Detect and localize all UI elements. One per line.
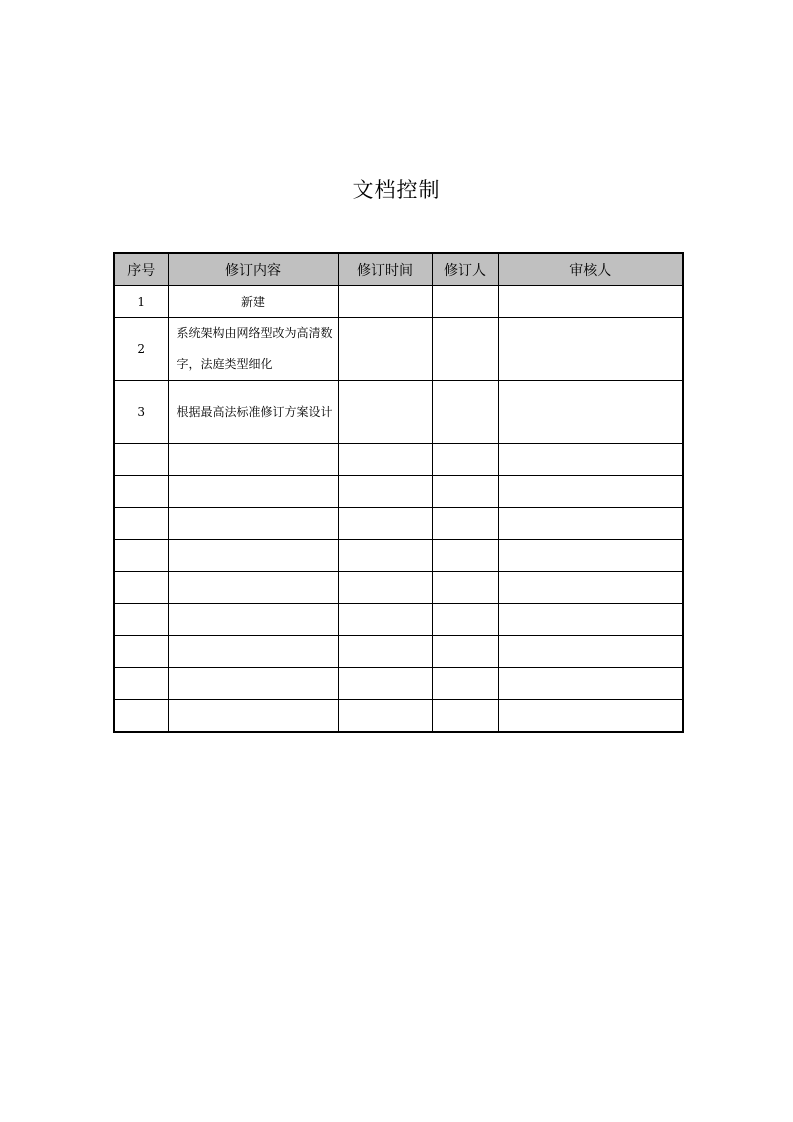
row-content: 根据最高法标准修订方案设计: [168, 381, 338, 444]
empty-cell: [432, 572, 498, 604]
table-row: [114, 318, 683, 381]
header-reviser: 修订人: [432, 253, 498, 286]
row-seq: 2: [114, 318, 168, 381]
empty-cell: [498, 540, 683, 572]
empty-cell: [338, 540, 432, 572]
empty-cell: [114, 668, 168, 700]
document-title: 文档控制: [352, 178, 441, 202]
empty-cell: [432, 700, 498, 733]
table-row-empty: [114, 668, 683, 700]
empty-cell: [168, 444, 338, 476]
empty-cell: [432, 444, 498, 476]
table-row-empty: [114, 572, 683, 604]
empty-cell: [498, 476, 683, 508]
empty-cell: [338, 636, 432, 668]
empty-cell: [498, 700, 683, 733]
empty-cell: [114, 444, 168, 476]
header-time: 修订时间: [338, 253, 432, 286]
empty-cell: [432, 604, 498, 636]
row-seq: 3: [114, 381, 168, 444]
row-reviser: [432, 318, 498, 381]
empty-cell: [338, 444, 432, 476]
empty-cell: [114, 572, 168, 604]
empty-cell: [168, 508, 338, 540]
header-content: 修订内容: [168, 253, 338, 286]
table-row-empty: [114, 508, 683, 540]
table-header-row: [114, 253, 683, 286]
row-reviser: [432, 381, 498, 444]
empty-cell: [114, 604, 168, 636]
table-row-empty: [114, 636, 683, 668]
empty-cell: [338, 668, 432, 700]
empty-cell: [114, 540, 168, 572]
empty-cell: [338, 476, 432, 508]
table-row-empty: [114, 476, 683, 508]
row-reviser: [432, 286, 498, 318]
empty-cell: [338, 572, 432, 604]
revision-table: [113, 252, 684, 733]
row-time: [338, 381, 432, 444]
empty-cell: [498, 636, 683, 668]
table-row: [114, 381, 683, 444]
empty-cell: [338, 700, 432, 733]
empty-cell: [498, 508, 683, 540]
empty-cell: [168, 604, 338, 636]
empty-cell: [432, 476, 498, 508]
empty-cell: [168, 476, 338, 508]
empty-cell: [114, 476, 168, 508]
empty-cell: [168, 572, 338, 604]
empty-cell: [338, 604, 432, 636]
empty-cell: [432, 540, 498, 572]
empty-cell: [498, 668, 683, 700]
empty-cell: [432, 668, 498, 700]
table-row-empty: [114, 540, 683, 572]
empty-cell: [498, 604, 683, 636]
row-content: 新建: [168, 286, 338, 318]
row-content: 系统架构由网络型改为高清数字，法庭类型细化: [168, 318, 338, 381]
row-time: [338, 318, 432, 381]
row-approver: [498, 381, 683, 444]
empty-cell: [114, 636, 168, 668]
header-seq: 序号: [114, 253, 168, 286]
row-seq: 1: [114, 286, 168, 318]
empty-cell: [498, 444, 683, 476]
empty-cell: [168, 700, 338, 733]
table-row: [114, 286, 683, 318]
row-approver: [498, 286, 683, 318]
empty-cell: [432, 508, 498, 540]
empty-cell: [168, 636, 338, 668]
table-row-empty: [114, 700, 683, 733]
header-approver: 审核人: [498, 253, 683, 286]
row-time: [338, 286, 432, 318]
empty-cell: [338, 508, 432, 540]
table-row-empty: [114, 604, 683, 636]
empty-cell: [168, 540, 338, 572]
empty-cell: [114, 508, 168, 540]
empty-cell: [114, 700, 168, 733]
table-row-empty: [114, 444, 683, 476]
row-approver: [498, 318, 683, 381]
empty-cell: [432, 636, 498, 668]
empty-cell: [168, 668, 338, 700]
empty-cell: [498, 572, 683, 604]
